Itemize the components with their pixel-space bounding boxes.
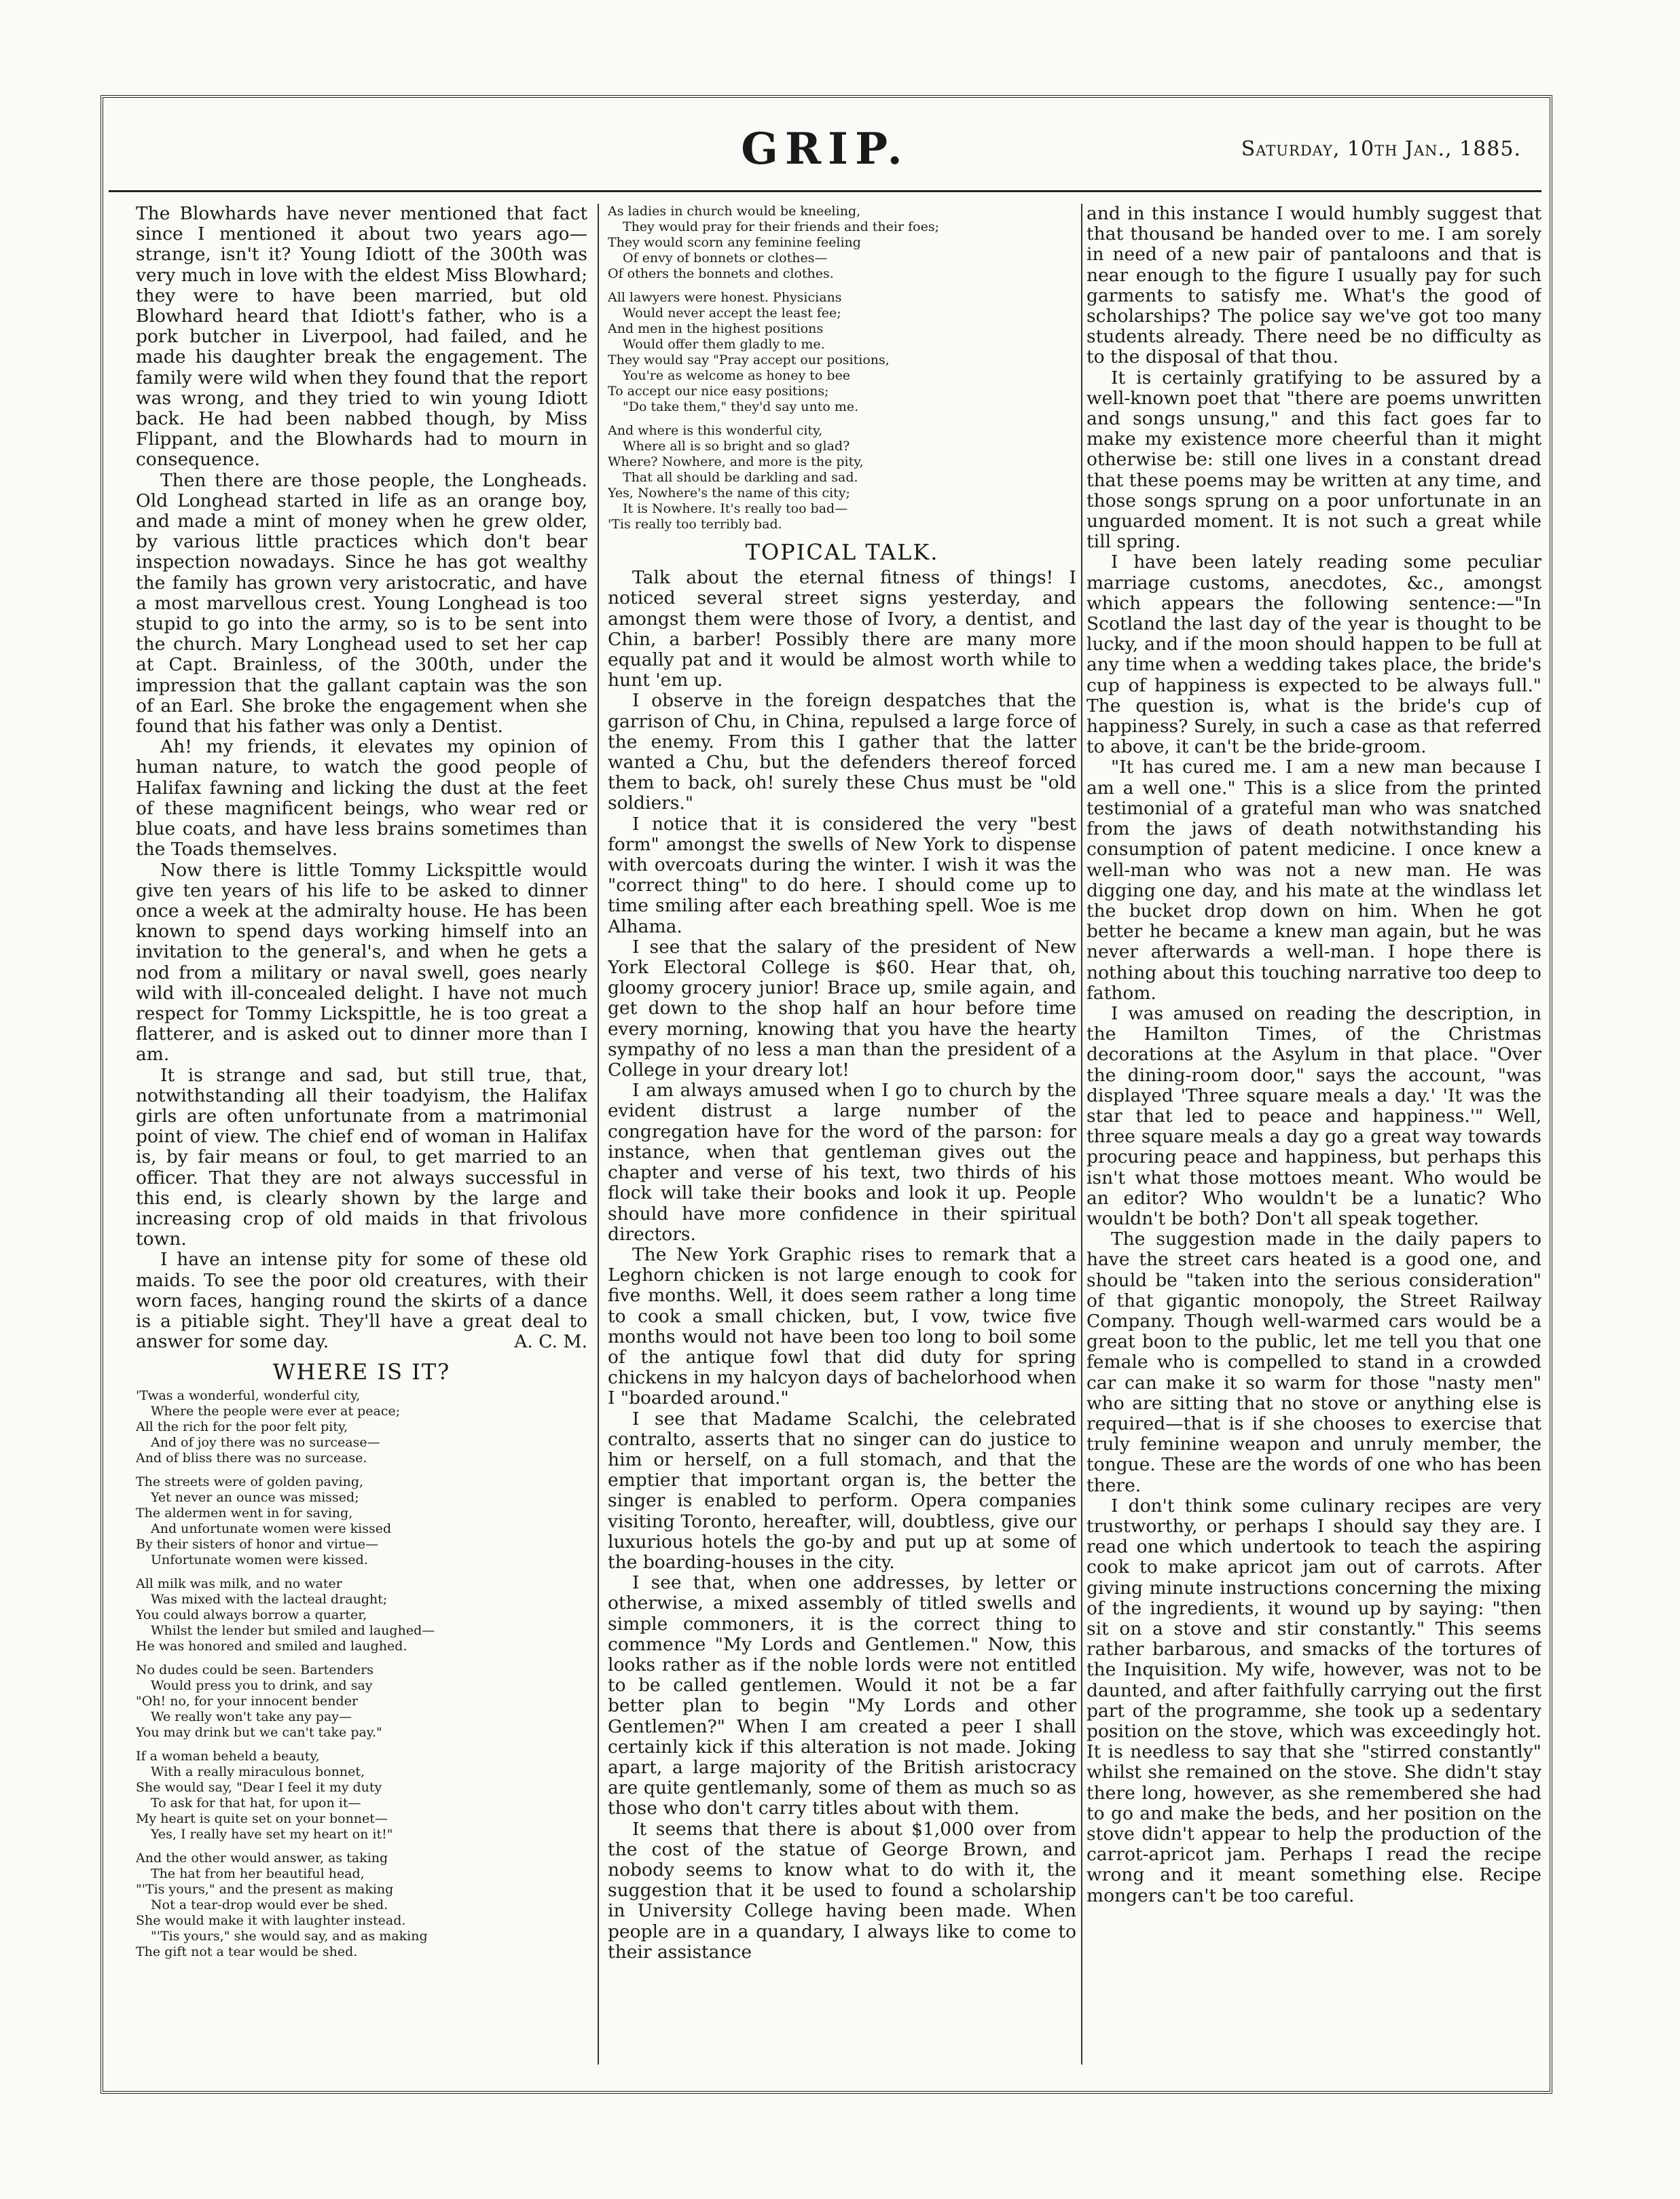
poem-line: And men in the highest positions	[608, 321, 824, 336]
issue-date: Saturday, 10th Jan., 1885.	[1241, 137, 1521, 161]
article-paragraph: Talk about the eternal fitness of things! I noticed several street signs yesterday, and amongst them were those of Ivory, a dentist, and Chin, a barber! Possibly there are many more equally pat and it would be almost worth while to hunt 'em up.	[608, 567, 1076, 691]
poem-line: They would pray for their friends and their foes;	[623, 219, 939, 234]
paragraph-text: I have an intense pity for some of these old maids. To see the poor old creatures, with their worn faces, hanging round the skirts of a dance is a pitiable sight. They'll have a great deal to answer for some day.	[136, 1249, 587, 1353]
poem-line: You're as welcome as honey to bee	[623, 368, 851, 383]
poem-stanza	[136, 1851, 587, 1960]
poem-line: Whilst the lender but smiled and laughed—	[151, 1622, 435, 1638]
poem-line: 'Tis really too terribly bad.	[608, 517, 782, 532]
poem-stanza	[608, 290, 1076, 415]
poem-line: Where all is so bright and so glad?	[623, 439, 850, 454]
poem-stanza	[136, 1576, 587, 1654]
poem-line: That all should be darkling and sad.	[623, 470, 858, 485]
poem-line: No dudes could be seen. Bartenders	[136, 1662, 374, 1677]
poem-line: Would press you to drink, and say	[151, 1677, 373, 1693]
article-paragraph: I don't think some culinary recipes are very trustworthy, or perhaps I should say they are. I read one which undertook to teach the aspiring cook to make apricot jam out of carrots. After giving minute instructions concerning the mixing of the ingredients, it wound up by saying: "then sit on a stove and stir constantly." This seems rather barbarous, and smacks of the tortures of the Inquisition. My wife, however, was not to be daunted, and after faithfully carrying out the first part of the programme, she took up a sedentary position on the stove, which was exceedingly hot. It is needless to say that she "stirred constantly" whilst she remained on the stove. She didn't stay there long, however, as she remembered she had to go and make the beds, and her position on the stove didn't appear to help the production of the carrot-apricot jam. Perhaps I read the recipe wrong and it meant something else. Recipe mongers can't be too careful.	[1086, 1495, 1541, 1906]
masthead-bar	[109, 122, 1541, 192]
article-paragraph: Then there are those people, the Longheads. Old Longhead started in life as an orange boy, and made a mint of money when he grew older, by various little practices which don't bear inspection nowadays. Since he has got wealthy the family has grown very aristocratic, and have a most marvellous crest. Young Longhead is too stupid to go into the army, so is to be sent into the church. Mary Longhead used to set her cap at Capt. Brainless, of the 300th, under the impression that the gallant captain was the son of an Earl. She broke the engagement when she found that his father was only a Dentist.	[136, 469, 587, 738]
article-paragraph	[136, 1250, 587, 1352]
article-paragraph: I see that Madame Scalchi, the celebrated contralto, asserts that no singer can do justice to him or herself, on a full stomach, and that the emptier that important organ is, the better the singer is enabled to perform. Opera companies visiting Toronto, hereafter, will, doubtless, give our luxurious hotels the go-by and put up at some of the boarding-houses in the city.	[608, 1408, 1076, 1573]
poem-line: My heart is quite set on your bonnet—	[136, 1811, 388, 1826]
poem-line: Yes, I really have set my heart on it!"	[151, 1826, 393, 1842]
section-title: TOPICAL TALK.	[745, 539, 939, 565]
article-paragraph: It seems that there is about $1,000 over from the cost of the statue of George Brown, and nobody seems to know what to do with it, the suggestion that it be used to found a scholarship in University College having been made. When people are in a quandary, I always like to come to their assistance	[608, 1818, 1076, 1963]
poem-line: 'Twas a wonderful, wonderful city,	[136, 1387, 361, 1403]
article-paragraph: I see that the salary of the president of New York Electoral College is $60. Hear that, oh, gloomy grocery junior! Brace up, smile again, and get down to the shop half an hour before time every morning, knowing that you have the hearty sympathy of no less a man than the president of a College in your dreary lot!	[608, 936, 1076, 1081]
poem-line: To ask for that hat, for upon it—	[151, 1795, 361, 1811]
poem-line: Would offer them gladly to me.	[623, 337, 825, 352]
article-paragraph: I am always amused when I go to church by the evident distrust a large number of the congregation have for the word of the parson: for instance, when that gentleman gives out the chapter and verse of his text, two thirds of his flock will take their books and look it up. People should have more confidence in their spiritual directors.	[608, 1080, 1076, 1245]
masthead-title: GRIP.	[741, 124, 909, 175]
poem-line: "'Tis yours," and the present as making	[136, 1881, 394, 1897]
poem-line: And where is this wonderful city,	[608, 423, 823, 438]
poem-line: All milk was milk, and no water	[136, 1576, 342, 1591]
poem-line: With a really miraculous bonnet,	[151, 1764, 365, 1779]
poem-line: And of joy there was no surcease—	[151, 1434, 380, 1450]
poem-line: "Do take them," they'd say unto me.	[623, 399, 859, 414]
poem-line: You may drink but we can't take pay."	[136, 1724, 382, 1740]
article-paragraph: I observe in the foreign despatches that the garrison of Chu, in China, repulsed a large force of the enemy. From this I gather that the latter wanted a Chu, but the defenders thereof forced them to back, oh! surely these Chus must be "old soldiers."	[608, 690, 1076, 814]
poem-line: Yet never an ounce was missed;	[151, 1489, 359, 1505]
article-paragraph: I have been lately reading some peculiar marriage customs, anecdotes, &c., amongst which appears the following sentence:—"In Scotland the last day of the year is thought to be lucky, and if the moon should happen to be full at any time when a wedding takes place, the bride's cup of happiness is expected to be always full." The question is, what is the bride's cup of happiness? Surely, in such a case as that referred to above, it can't be the bride-groom.	[1086, 551, 1541, 758]
article-paragraph: I was amused on reading the description, in the Hamilton Times, of the Christmas decorations at the Asylum in that place. "Over the dining-room door," says the account, "was displayed 'Three square meals a day.' 'It was the star that led to peace and happiness.'" Well, three square meals a day go a great way towards procuring peace and happiness, but perhaps this isn't what those mottoes meant. Who would be an editor? Who wouldn't be a lunatic? Who wouldn't be both? Don't all speak together.	[1086, 1002, 1541, 1229]
poem-line: As ladies in church would be kneeling,	[608, 204, 861, 219]
poem-line: Unfortunate women were kissed.	[151, 1552, 368, 1567]
poem-line: It is Nowhere. It's really too bad—	[623, 501, 848, 516]
author-signature: A. C. M.	[514, 1331, 587, 1353]
poem-line: And of bliss there was no surcease.	[136, 1450, 367, 1466]
article-paragraph: The New York Graphic rises to remark that a Leghorn chicken is not large enough to cook for five months. Well, it does seem rather a long time to cook a small chicken, but, I vow, twice five months would not have been too long to boil some of the antique fowl that did duty for spring chickens in my halcyon days of bachelorhood when I "boarded around."	[608, 1243, 1076, 1409]
poem-line: Of envy of bonnets or clothes—	[623, 251, 828, 266]
poem-line: The hat from her beautiful head,	[151, 1866, 365, 1881]
poem-line: Where the people were ever at peace;	[151, 1403, 401, 1419]
column-1	[136, 204, 587, 2065]
poem-continued	[608, 204, 1076, 532]
article-paragraph: The suggestion made in the daily papers to have the street cars heated is a good one, and should be "taken into the serious consideration" of that gigantic monopoly, the Street Railway Company. Though well-warmed cars would be a great boon to the public, let me tell you that one female who is compelled to stand in a crowded car can make it so warm for those "nasty men" who are sitting that no stove or anything else is required—that is if she chooses to exercise that truly feminine weapon and unruly member, the tongue. These are the words of one who has been there.	[1086, 1229, 1541, 1496]
article-paragraph: The Blowhards have never mentioned that fact since I mentioned it about two years ago—strange, isn't it? Young Idiott of the 300th was very much in love with the eldest Miss Blowhard; they were to have been married, but old Blowhard heard that Idiott's father, who is a pork butcher in Liverpool, had failed, and he made his daughter break the engagement. The family were wild when they found that the report was wrong, and they tried to win young Idiott back. He had been nabbed though, by Miss Flippant, and the Blowhards had to mourn in consequence.	[136, 204, 587, 471]
poem-line: To accept our nice easy positions;	[608, 384, 829, 399]
poem-line: The gift not a tear would be shed.	[136, 1944, 358, 1959]
poem-line: By their sisters of honor and virtue—	[136, 1536, 379, 1552]
poem-line: All the rich for the poor felt pity,	[136, 1419, 348, 1434]
article-paragraph: Ah! my friends, it elevates my opinion of human nature, to watch the good people of Halifax fawning and licking the dust at the feet of these magnificent beings, who wear red or blue coats, and have less brains sometimes than the Toads themselves.	[136, 736, 587, 860]
poem-line: Would never accept the least fee;	[623, 306, 841, 321]
article-paragraph: It is certainly gratifying to be assured by a well-known poet that "there are poems unwritten and songs unsung," and this fact goes far to make my existence more cheerful than it might otherwise be: still one lives in a constant dread that these poems may be written at any time, and those songs sprung on a poor unfortunate in an unguarded moment. It is not such a great while till spring.	[1086, 367, 1541, 553]
poem-stanza	[136, 1474, 587, 1568]
column-3	[1086, 204, 1541, 2065]
poem-line: They would say "Pray accept our positions,	[608, 352, 890, 367]
article-paragraph: I see that, when one addresses, by letter or otherwise, a mixed assembly of titled swells and simple commoners, it is the correct thing to commence "My Lords and Gentlemen." Now, this looks rather as if the noble lords were not entitled to be called gentlemen. Would it not be a far better plan to begin "My Lords and other Gentlemen?" When I am created a peer I shall certainly kick if this alteration is not made. Joking apart, a large majority of the British aristocracy are quite gentlemanly, some of them as much so as those who don't carry titles about with them.	[608, 1572, 1076, 1819]
poem-line: We really won't take any pay—	[151, 1709, 352, 1724]
article-paragraph: and in this instance I would humbly suggest that that thousand be handed over to me. I am sorely in need of a new pair of pantaloons and that is near enough to the figure I usually pay for such garments to satisfy me. What's the good of scholarships? The police say we've got too many students already. There need be no difficulty as to the disposal of that thou.	[1086, 204, 1541, 368]
article-paragraph: Now there is little Tommy Lickspittle would give ten years of his life to be asked to dinner once a week at the admiralty house. He has been known to spend days working himself into an invitation to the general's, and when he gets a nod from a military or naval swell, goes nearly wild with ill-concealed delight. I have not much respect for Tommy Lickspittle, he is too great a flatterer, and is asked out to dinner more than I am.	[136, 859, 587, 1066]
poem-line: The aldermen went in for saving,	[136, 1505, 353, 1521]
poem-line: She would say, "Dear I feel it my duty	[136, 1779, 382, 1795]
poem-line: She would make it with laughter instead.	[136, 1912, 406, 1928]
poem-line: You could always borrow a quarter,	[136, 1607, 367, 1622]
poem-line: Not a tear-drop would ever be shed.	[151, 1897, 388, 1912]
poem-line: If a woman beheld a beauty,	[136, 1748, 320, 1764]
poem-line: All lawyers were honest. Physicians	[608, 290, 842, 305]
column-rule	[1081, 204, 1082, 2065]
poem-line: Where? Nowhere, and more is the pity,	[608, 454, 864, 469]
article-paragraph: It is strange and sad, but still true, that, notwithstanding all their toadyism, the Halifax girls are often unfortunate from a matrimonial point of view. The chief end of woman in Halifax is, by fair means or foul, to get married to an officer. That they are not always successful in this end, is clearly shown by the large and increasing crop of old maids in that frivolous town.	[136, 1064, 587, 1250]
poem-line: Was mixed with the lacteal draught;	[151, 1591, 388, 1607]
poem-line: Of others the bonnets and clothes.	[608, 266, 834, 281]
poem-stanza	[136, 1388, 587, 1466]
article-paragraph: "It has cured me. I am a new man because I am a well one." This is a slice from the printed testimonial of a grateful man who was snatched from the jaws of death notwithstanding his consumption of patent medicine. I once knew a well-man who was not a new man. He was digging one day, and his mate at the windlass let the bucket drop down on him. When he got better he became a knew man again, but he was never afterwards a well-man. I hope there is nothing about this touching narrative too deep to fathom.	[1086, 757, 1541, 1004]
poem-line: They would scorn any feminine feeling	[608, 235, 861, 250]
poem-line: The streets were of golden paving,	[136, 1474, 364, 1489]
poem	[136, 1388, 587, 1960]
poem-line: Yes, Nowhere's the name of this city;	[608, 486, 850, 501]
poem-line: He was honored and smiled and laughed.	[136, 1638, 407, 1654]
poem-stanza	[608, 204, 1076, 282]
poem-stanza	[136, 1662, 587, 1741]
column-rule	[598, 204, 599, 2065]
poem-stanza	[136, 1749, 587, 1842]
poem-line: And unfortunate women were kissed	[151, 1521, 392, 1536]
article-paragraph: I notice that it is considered the very "best form" amongst the swells of New York to dispense with overcoats during the winter. I wish it was the "correct thing" to do here. I should come up to time smiling after each breathing spell. Woe is me Alhama.	[608, 813, 1076, 937]
column-2	[608, 204, 1076, 2065]
poem-title: WHERE IS IT?	[272, 1359, 451, 1385]
poem-stanza	[608, 423, 1076, 532]
poem-line: "Oh! no, for your innocent bender	[136, 1693, 359, 1709]
poem-line: "'Tis yours," she would say, and as making	[151, 1928, 428, 1944]
poem-line: And the other would answer, as taking	[136, 1850, 388, 1866]
